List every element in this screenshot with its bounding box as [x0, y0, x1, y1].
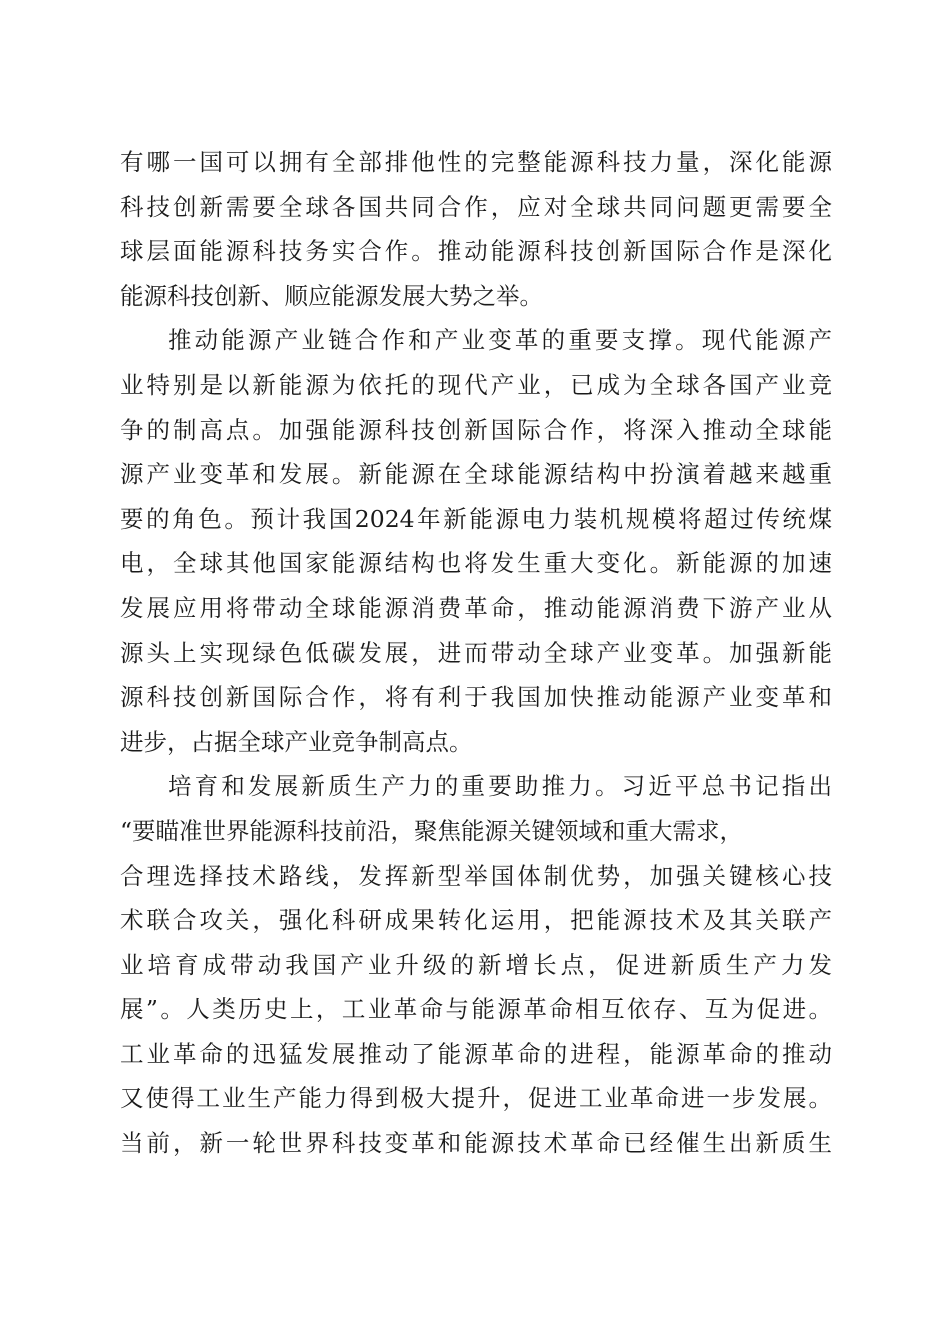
text-line: 进步，占据全球产业竞争制高点。: [120, 727, 473, 756]
text-line: 展”。人类历史上，工业革命与能源革命相互依存、互为促进。: [120, 995, 832, 1024]
text-line: 争的制高点。加强能源科技创新国际合作，将深入推动全球能: [120, 415, 832, 444]
text-line: 当前，新一轮世界科技变革和能源技术革命已经催生出新质生: [120, 1129, 832, 1158]
text-line: “要瞄准世界能源科技前沿，聚焦能源关键领域和重大需求，: [120, 816, 744, 845]
text-line: 球层面能源科技务实合作。推动能源科技创新国际合作是深化: [120, 237, 832, 266]
text-line: 电，全球其他国家能源结构也将发生重大变化。新能源的加速: [120, 549, 832, 578]
paragraph-new-productivity: [120, 764, 832, 1165]
text-line: 工业革命的迅猛发展推动了能源革命的进程，能源革命的推动: [120, 1039, 832, 1068]
text-line: 又使得工业生产能力得到极大提升，促进工业革命进一步发展。: [120, 1084, 832, 1113]
text-line: 业培育成带动我国产业升级的新增长点，促进新质生产力发: [120, 950, 832, 979]
text-line: 推动能源产业链合作和产业变革的重要支撑。现代能源产: [168, 326, 832, 355]
text-line: 要的角色。预计我国2024年新能源电力装机规模将超过传统煤: [120, 504, 832, 533]
text-line: 术联合攻关，强化科研成果转化运用，把能源技术及其关联产: [120, 906, 832, 935]
text-line: 合理选择技术路线，发挥新型举国体制优势，加强关键核心技: [120, 861, 832, 890]
paragraph-industry-chain: [120, 318, 832, 764]
text-line: 科技创新需要全球各国共同合作，应对全球共同问题更需要全: [120, 192, 832, 221]
text-line: 培育和发展新质生产力的重要助推力。习近平总书记指出: [168, 772, 832, 801]
text-line: 业特别是以新能源为依托的现代产业，已成为全球各国产业竞: [120, 370, 832, 399]
text-line: 源头上实现绿色低碳发展，进而带动全球产业变革。加强新能: [120, 638, 832, 667]
text-line: 发展应用将带动全球能源消费革命，推动能源消费下游产业从: [120, 593, 832, 622]
body-text: [120, 140, 832, 1166]
text-line: 源产业变革和发展。新能源在全球能源结构中扮演着越来越重: [120, 460, 832, 489]
text-line: 有哪一国可以拥有全部排他性的完整能源科技力量，深化能源: [120, 148, 832, 176]
text-line: 源科技创新国际合作，将有利于我国加快推动能源产业变革和: [120, 683, 832, 712]
text-line: 能源科技创新、顺应能源发展大势之举。: [120, 281, 543, 310]
paragraph-continuation: [120, 140, 832, 318]
